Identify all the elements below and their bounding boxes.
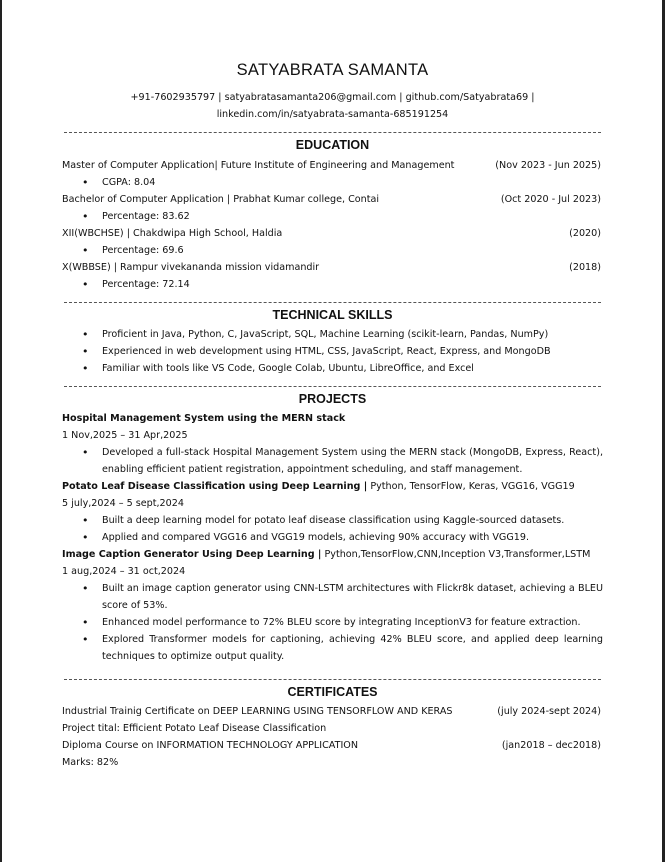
project-title-line <box>62 546 603 563</box>
skill-item: • Proficient in Java, Python, C, JavaScript, SQL, Machine Learning (scikit-learn, Pandas, NumPy) <box>62 326 603 343</box>
education-degree: Bachelor of Computer Application | Prabhat Kumar college, Contai <box>62 193 380 205</box>
project-bullet: • Developed a full-stack Hospital Management System using the MERN stack (MongoDB, Express, React), enabling efficient patient registration, appointment scheduling, and staff management. <box>62 444 603 478</box>
certificate-name: Diploma Course on INFORMATION TECHNOLOGY APPLICATION <box>62 740 359 752</box>
resume-page <box>62 60 603 771</box>
certificate-name: Industrial Trainig Certificate on DEEP LEARNING USING TENSORFLOW AND KERAS <box>62 706 453 718</box>
project-bullet: • Enhanced model performance to 72% BLEU score by integrating InceptionV3 for feature extraction. <box>62 614 603 631</box>
skill-item: • Experienced in web development using HTML, CSS, JavaScript, React, Express, and MongoDB <box>62 343 603 360</box>
project-tech: Python,TensorFlow,CNN,Inception V3,Transformer,LSTM <box>321 549 591 561</box>
certificate-entry <box>62 703 603 720</box>
project-tech: Python, TensorFlow, Keras, VGG16, VGG19 <box>367 481 575 493</box>
education-date: (Nov 2023 - Jun 2025) <box>495 159 601 171</box>
skills-heading: TECHNICAL SKILLS <box>272 307 393 322</box>
education-entry <box>62 191 603 208</box>
skill-item: • Familiar with tools like VS Code, Google Colab, Ubuntu, LibreOffice, and Excel <box>62 360 603 377</box>
certificate-date: (jan2018 – dec2018) <box>501 740 601 752</box>
education-entry <box>62 259 603 276</box>
project-title-line <box>62 410 603 427</box>
section-divider <box>64 679 601 680</box>
project-title: Hospital Management System using the MERN stack <box>62 413 346 425</box>
certificates-heading: CERTIFICATES <box>287 685 378 700</box>
education-detail: • Percentage: 69.6 <box>62 242 603 259</box>
education-degree: X(WBBSE) | Rampur vivekananda mission vidamandir <box>62 261 320 273</box>
section-divider <box>64 132 601 133</box>
education-date: (2018) <box>569 261 601 273</box>
certificate-entry <box>62 737 603 754</box>
education-entry <box>62 157 603 174</box>
education-detail: • Percentage: 72.14 <box>62 276 603 293</box>
education-detail: • Percentage: 83.62 <box>62 208 603 225</box>
education-detail: • CGPA: 8.04 <box>62 174 603 191</box>
projects-section <box>62 410 603 665</box>
project-date: 5 july,2024 – 5 sept,2024 <box>62 498 184 510</box>
certificate-note: Marks: 82% <box>62 757 119 769</box>
education-heading: EDUCATION <box>295 138 370 153</box>
certificates-section <box>62 703 603 771</box>
education-section <box>62 157 603 293</box>
project-bullet: • Built an image caption generator using CNN-LSTM architectures with Flickr8k dataset, achieving a BLEU score of 53%. <box>62 580 603 614</box>
education-degree: XII(WBCHSE) | Chakdwipa High School, Haldia <box>62 227 283 239</box>
project-title: Potato Leaf Disease Classification using Deep Learning | <box>62 481 368 493</box>
certificate-note: Project tital: Efficient Potato Leaf Disease Classification <box>62 723 327 735</box>
projects-heading: PROJECTS <box>298 391 367 406</box>
project-title: Image Caption Generator Using Deep Learning | <box>62 549 322 561</box>
project-title-line <box>62 478 603 495</box>
project-bullet: • Explored Transformer models for captioning, achieving 42% BLEU score, and applied deep learning techniques to optimize output quality. <box>62 631 603 665</box>
education-date: (2020) <box>569 227 601 239</box>
skills-list <box>62 326 603 377</box>
section-divider <box>64 302 601 303</box>
certificate-date: (july 2024-sept 2024) <box>497 706 601 718</box>
project-bullet: • Built a deep learning model for potato leaf disease classification using Kaggle-sourced datasets. <box>62 512 603 529</box>
project-date: 1 aug,2024 – 31 oct,2024 <box>62 566 186 578</box>
contact-line-1: +91-7602935797 | satyabratasamanta206@gmail.com | github.com/Satyabrata69 | <box>130 92 535 104</box>
project-bullet: • Applied and compared VGG16 and VGG19 models, achieving 90% accuracy with VGG19. <box>62 529 603 546</box>
contact-line-2: linkedin.com/in/satyabrata-samanta-685191254 <box>216 109 449 121</box>
page-left-border <box>0 0 2 862</box>
education-entry <box>62 225 603 242</box>
section-divider <box>64 386 601 387</box>
candidate-name: SATYABRATA SAMANTA <box>236 61 429 79</box>
education-degree: Master of Computer Application| Future Institute of Engineering and Management <box>62 159 455 171</box>
project-date: 1 Nov,2025 – 31 Apr,2025 <box>62 430 188 442</box>
education-date: (Oct 2020 - Jul 2023) <box>500 193 601 205</box>
